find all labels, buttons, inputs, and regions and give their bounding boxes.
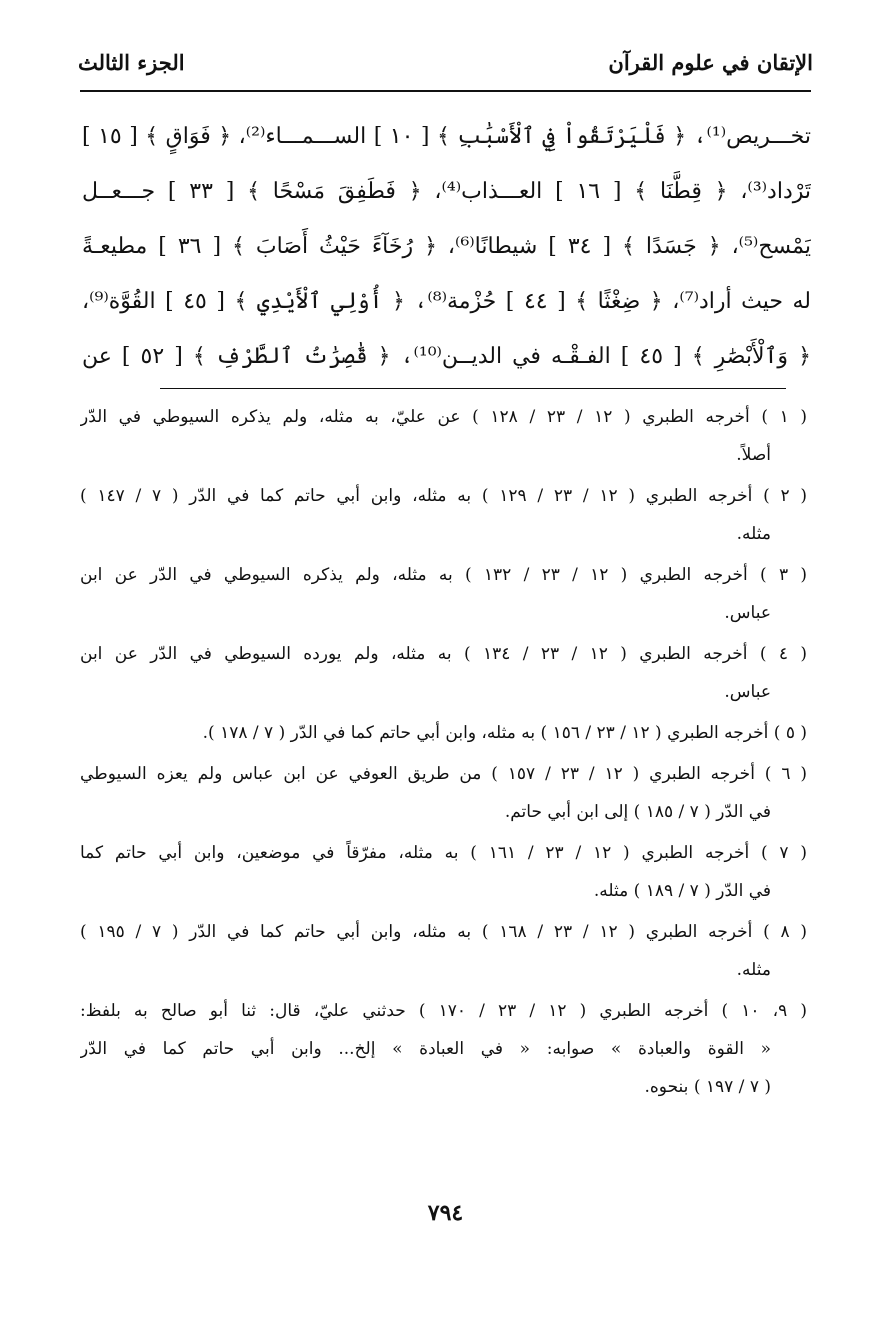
footnote-9-10 bbox=[80, 992, 807, 1106]
main-text-line: تخـــريص⁽¹⁾، ﴿ فَلْيَرْتَقُواْ فِي ٱلْأَسْبَٰبِ ﴾ [ ١٠ ] الســـمـــاء⁽²⁾، ﴿ فَوَاقٍ ﴾ [ ١٥ ] bbox=[82, 124, 811, 149]
footnote-line: ( ٢ ) أخرجه الطبري ( ١٢ / ٢٣ / ١٢٩ ) به مثله، وابن أبي حاتم كما في الدّر ( ٧ / ١٤٧ ) bbox=[80, 486, 807, 506]
footnote-line: ( ٩، ١٠ ) أخرجه الطبري ( ١٢ / ٢٣ / ١٧٠ ) حدثني عليّ، قال: ثنا أبو صالح به بلفظ: bbox=[80, 1001, 807, 1021]
footnote-8 bbox=[80, 913, 807, 989]
footnote-line: عباس. bbox=[724, 603, 771, 623]
footnotes bbox=[80, 398, 807, 1109]
footnote-line: في الدّر ( ٧ / ١٨٥ ) إلى ابن أبي حاتم. bbox=[504, 802, 771, 822]
footnote-line: في الدّر ( ٧ / ١٨٩ ) مثله. bbox=[593, 881, 771, 901]
footnote-5 bbox=[80, 714, 807, 752]
main-text-line: تَرْداد⁽³⁾، ﴿ قِطَّنَا ﴾ [ ١٦ ] العـــذاب⁽⁴⁾، ﴿ فَطَفِقَ مَسْحًا ﴾ [ ٣٣ ] جـــعــل bbox=[82, 179, 811, 204]
footnote-1 bbox=[80, 398, 807, 474]
main-text-line: ﴿ وَٱلْأَبْصَٰرِ ﴾ [ ٤٥ ] الفـقْـه في الديــن⁽¹⁰⁾، ﴿ قَٰصِرَٰتُ ٱلطَّرْفِ ﴾ [ ٥٢ ] عن bbox=[82, 344, 811, 369]
footnote-line: عباس. bbox=[724, 682, 771, 702]
main-text-line: يَمْسح⁽⁵⁾، ﴿ جَسَدًا ﴾ [ ٣٤ ] شيطانًا⁽⁶⁾، ﴿ رُخَآءً حَيْثُ أَصَابَ ﴾ [ ٣٦ ] مطيعـةً bbox=[82, 234, 811, 259]
footnote-line: ( ٤ ) أخرجه الطبري ( ١٢ / ٢٣ / ١٣٤ ) به مثله، ولم يورده السيوطي في الدّر عن ابن bbox=[80, 644, 807, 664]
footnote-line: ( ٧ / ١٩٧ ) بنحوه. bbox=[644, 1077, 771, 1097]
footnote-line: ( ١ ) أخرجه الطبري ( ١٢ / ٢٣ / ١٢٨ ) عن عليّ، به مثله، ولم يذكره السيوطي في الدّر bbox=[80, 407, 807, 427]
footnote-line: ( ٨ ) أخرجه الطبري ( ١٢ / ٢٣ / ١٦٨ ) به مثله، وابن أبي حاتم كما في الدّر ( ٧ / ١٩٥ ) bbox=[80, 922, 807, 942]
footnote-7 bbox=[80, 834, 807, 910]
page-number: ٧٩٤ bbox=[427, 1200, 464, 1226]
main-text-line: له حيث أراد⁽⁷⁾، ﴿ ضِغْثًا ﴾ [ ٤٤ ] حُزْمة⁽⁸⁾، ﴿ أُوْلِي ٱلْأَيْدِي ﴾ [ ٤٥ ] القُوَّة⁽⁹⁾، bbox=[82, 289, 811, 314]
volume-label: الجزء الثالث bbox=[78, 50, 185, 75]
footnote-separator bbox=[160, 388, 786, 389]
footnote-6 bbox=[80, 755, 807, 831]
header-rule bbox=[80, 90, 811, 92]
footnote-4 bbox=[80, 635, 807, 711]
footnote-line: « القوة والعبادة » صوابه: « في العبادة » إلخ... وابن أبي حاتم كما في الدّر bbox=[80, 1039, 771, 1059]
footnote-line: ( ٦ ) أخرجه الطبري ( ١٢ / ٢٣ / ١٥٧ ) من طريق العوفي عن ابن عباس ولم يعزه السيوطي bbox=[80, 764, 807, 784]
footnote-line: مثله. bbox=[736, 524, 771, 544]
footnote-2 bbox=[80, 477, 807, 553]
footnote-line: ( ٣ ) أخرجه الطبري ( ١٢ / ٢٣ / ١٣٢ ) به مثله، ولم يذكره السيوطي في الدّر عن ابن bbox=[80, 565, 807, 585]
footnote-line: ( ٧ ) أخرجه الطبري ( ١٢ / ٢٣ / ١٦١ ) به مثله، مفرّقاً في موضعين، وابن أبي حاتم كما bbox=[80, 843, 807, 863]
footnote-line: أصلاً. bbox=[736, 445, 771, 465]
footnote-line: ( ٥ ) أخرجه الطبري ( ١٢ / ٢٣ / ١٥٦ ) به مثله، وابن أبي حاتم كما في الدّر ( ٧ / ١٧٨ ). bbox=[202, 723, 807, 743]
footnote-line: مثله. bbox=[736, 960, 771, 980]
main-text bbox=[82, 112, 811, 387]
book-title: الإتقان في علوم القرآن bbox=[608, 50, 813, 75]
footnote-3 bbox=[80, 556, 807, 632]
running-header bbox=[78, 50, 813, 84]
